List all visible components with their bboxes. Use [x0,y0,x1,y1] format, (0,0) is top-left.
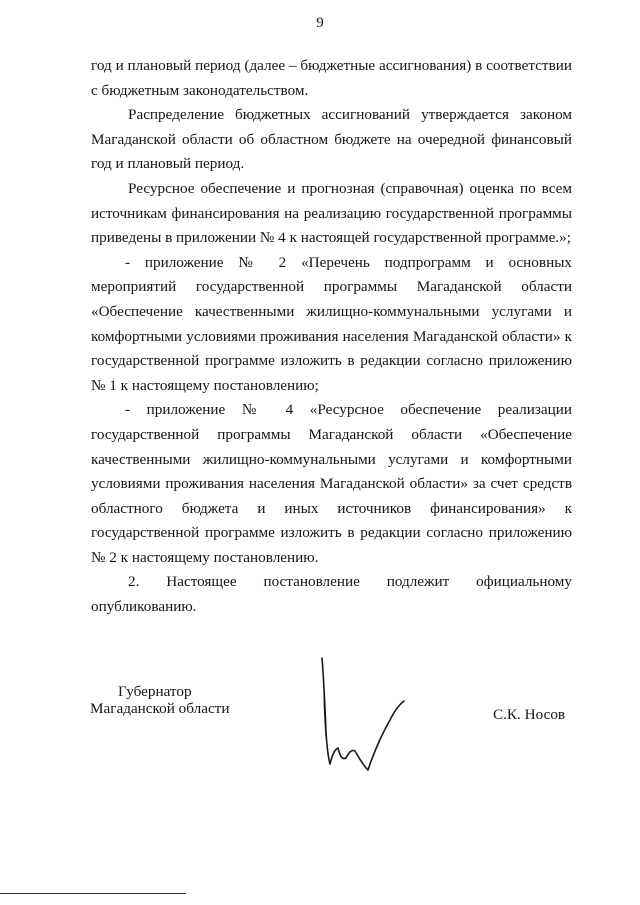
page-number: 9 [316,15,324,31]
signer-title: Губернатор [118,683,192,700]
paragraph-publication: 2. Настоящее постановление подлежит официальному опубликованию. [91,573,572,616]
paragraph-continuation: год и плановый период (далее – бюджетные ассигнования) в соответствии с бюджетным законодательством. [91,57,572,99]
paragraph-resource-provision: Ресурсное обеспечение и прогнозная (справочная) оценка по всем источникам финансирования на реализацию государственной программы приведены в приложении № 4 к настоящей государственной программе.»; [91,179,572,247]
signer-region: Магаданской области [90,700,230,717]
footer-divider [0,893,186,894]
handwritten-signature [312,652,412,777]
paragraph-budget-distribution: Распределение бюджетных ассигнований утверждается законом Магаданской области об областном бюджете на очередной финансовый год и плановый период. [91,106,572,173]
list-item-appendix-4: - приложение № 4 «Ресурсное обеспечение реализации государственной программы Магаданской области «Обеспечение качественными жилищно-коммунальными услугами и комфортными условиями проживания населения Магаданской области» за счет средств областного бюджета и иных источников финансирования» к государственной программе изложить в редакции согласно приложению № 2 к настоящему постановлению. [91,401,572,566]
list-item-appendix-2: - приложение № 2 «Перечень подпрограмм и основных мероприятий государственной программы Магаданской области «Обеспечение качественными жилищно-коммунальными услугами и комфортными условиями проживания населения Магаданской области» к государственной программе изложить в редакции согласно приложению № 1 к настоящему постановлению; [91,253,572,394]
document-body [91,54,572,620]
signer-name: С.К. Носов [493,706,566,723]
